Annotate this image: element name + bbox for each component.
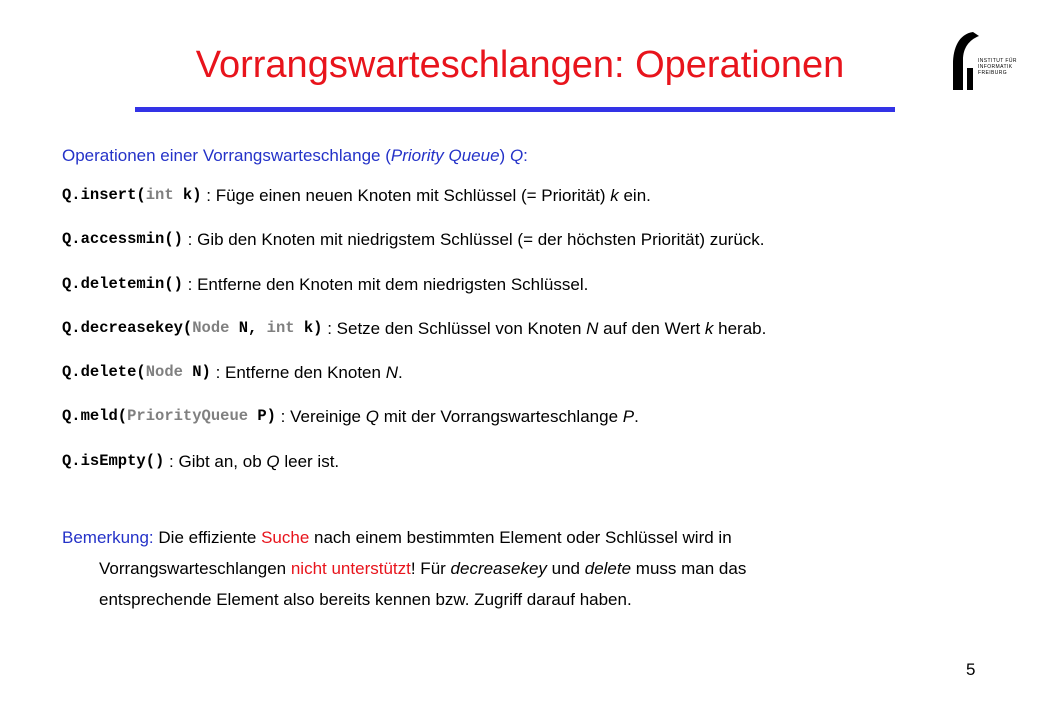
remark-highlight: Suche [261, 528, 310, 547]
description-text: herab. [713, 318, 767, 338]
signature-part: Q.accessmin() [62, 230, 183, 249]
operation-description [164, 452, 339, 472]
remark-line-3: entsprechende Element also bereits kennen bzw. Zugriff darauf haben. [99, 590, 632, 609]
remark-term: decreasekey [450, 559, 547, 578]
logo-caption [978, 58, 1017, 76]
operation-signature [62, 186, 202, 204]
remark-text: und [546, 559, 585, 578]
intro-term: Priority Queue [390, 146, 500, 165]
remark-text: ! Für [410, 559, 451, 578]
operation-signature [62, 363, 211, 381]
signature-part: Q.meld( [62, 407, 128, 426]
operation-item [62, 275, 766, 319]
signature-part: Q.insert( [62, 186, 146, 204]
description-text: : Setze den Schlüssel von Knoten [322, 318, 587, 338]
operation-description [202, 186, 651, 206]
intro-middle: ) [499, 146, 510, 165]
logo-caption-line: FREIBURG [978, 70, 1008, 76]
remark-text: Vorrangswarteschlangen [99, 559, 291, 578]
description-text: : Füge einen neuen Knoten mit Schlüssel (= Priorität) [201, 186, 611, 205]
operation-signature [62, 407, 276, 425]
signature-part: Q.isEmpty() [62, 451, 165, 470]
description-variable: N [586, 318, 599, 338]
description-text: mit der Vorrangswarteschlange [378, 407, 623, 427]
intro-line [62, 146, 528, 166]
remark-line-2 [62, 553, 746, 584]
signature-part: Q.decreasekey( [62, 318, 193, 337]
operation-description [183, 230, 765, 250]
operation-item [62, 319, 766, 363]
signature-type: Node [145, 363, 183, 382]
description-variable: Q [266, 451, 280, 471]
signature-part: k) [294, 318, 323, 337]
remark-text: muss man das [631, 559, 747, 578]
logo-caption-line: INFORMATIK [978, 64, 1013, 70]
description-text: : Gib den Knoten mit niedrigstem Schlüssel (= der höchsten Priorität) zurück. [182, 230, 765, 250]
remark-text: Die effiziente [153, 528, 262, 547]
remark-highlight: nicht unterstützt [290, 559, 411, 578]
operation-description [183, 275, 588, 295]
signature-part: k) [173, 186, 202, 204]
operation-item [62, 407, 766, 451]
operation-description [322, 319, 766, 339]
description-text: : Entferne den Knoten mit dem niedrigsten Schlüssel. [182, 274, 589, 294]
logo-bar [967, 68, 973, 90]
operation-signature [62, 452, 164, 470]
signature-part: Q.deletemin() [62, 274, 183, 293]
operation-item [62, 363, 766, 407]
operation-item [62, 452, 766, 496]
operation-description [276, 407, 639, 427]
intro-prefix: Operationen einer Vorrangswarteschlange ( [62, 146, 391, 165]
signature-part: N, [229, 318, 267, 337]
logo-swoosh [953, 32, 979, 90]
page-number: 5 [966, 660, 976, 679]
description-text: : Entferne den Knoten [210, 363, 386, 383]
description-text: leer ist. [279, 451, 340, 471]
operation-description [211, 363, 403, 383]
operation-item [62, 230, 766, 274]
description-text: ein. [618, 186, 651, 205]
operation-signature [62, 230, 183, 248]
intro-suffix: : [523, 146, 528, 165]
slide-title: Vorrangswarteschlangen: Operationen [195, 44, 845, 86]
signature-part: P) [248, 407, 276, 426]
remark-label: Bemerkung: [62, 528, 154, 547]
signature-type: int [145, 186, 174, 204]
description-variable: P [622, 407, 635, 427]
remark [62, 522, 746, 615]
signature-type: PriorityQueue [127, 407, 249, 426]
description-text: : Gibt an, ob [164, 451, 267, 471]
description-text: . [397, 363, 403, 383]
signature-part: Q.delete( [62, 363, 146, 382]
signature-type: Node [192, 318, 230, 337]
description-variable: k [610, 186, 619, 205]
signature-part: N) [182, 363, 211, 382]
logo-caption-line: INSTITUT FÜR [978, 58, 1017, 64]
description-text: auf den Wert [598, 318, 705, 338]
remark-line-1 [62, 522, 746, 553]
operation-signature [62, 275, 183, 293]
operations-list [62, 186, 766, 496]
description-text: . [634, 407, 639, 427]
description-text: : Vereinige [275, 407, 366, 427]
remark-text: nach einem bestimmten Element oder Schlüssel wird in [309, 528, 732, 547]
remark-term: delete [584, 559, 632, 578]
operation-item [62, 186, 766, 230]
signature-type: int [266, 318, 295, 337]
description-variable: Q [365, 407, 379, 427]
operation-signature [62, 319, 322, 337]
intro-var: Q [509, 146, 524, 165]
description-variable: k [704, 318, 714, 338]
description-variable: N [385, 363, 398, 383]
title-underline [135, 107, 895, 112]
